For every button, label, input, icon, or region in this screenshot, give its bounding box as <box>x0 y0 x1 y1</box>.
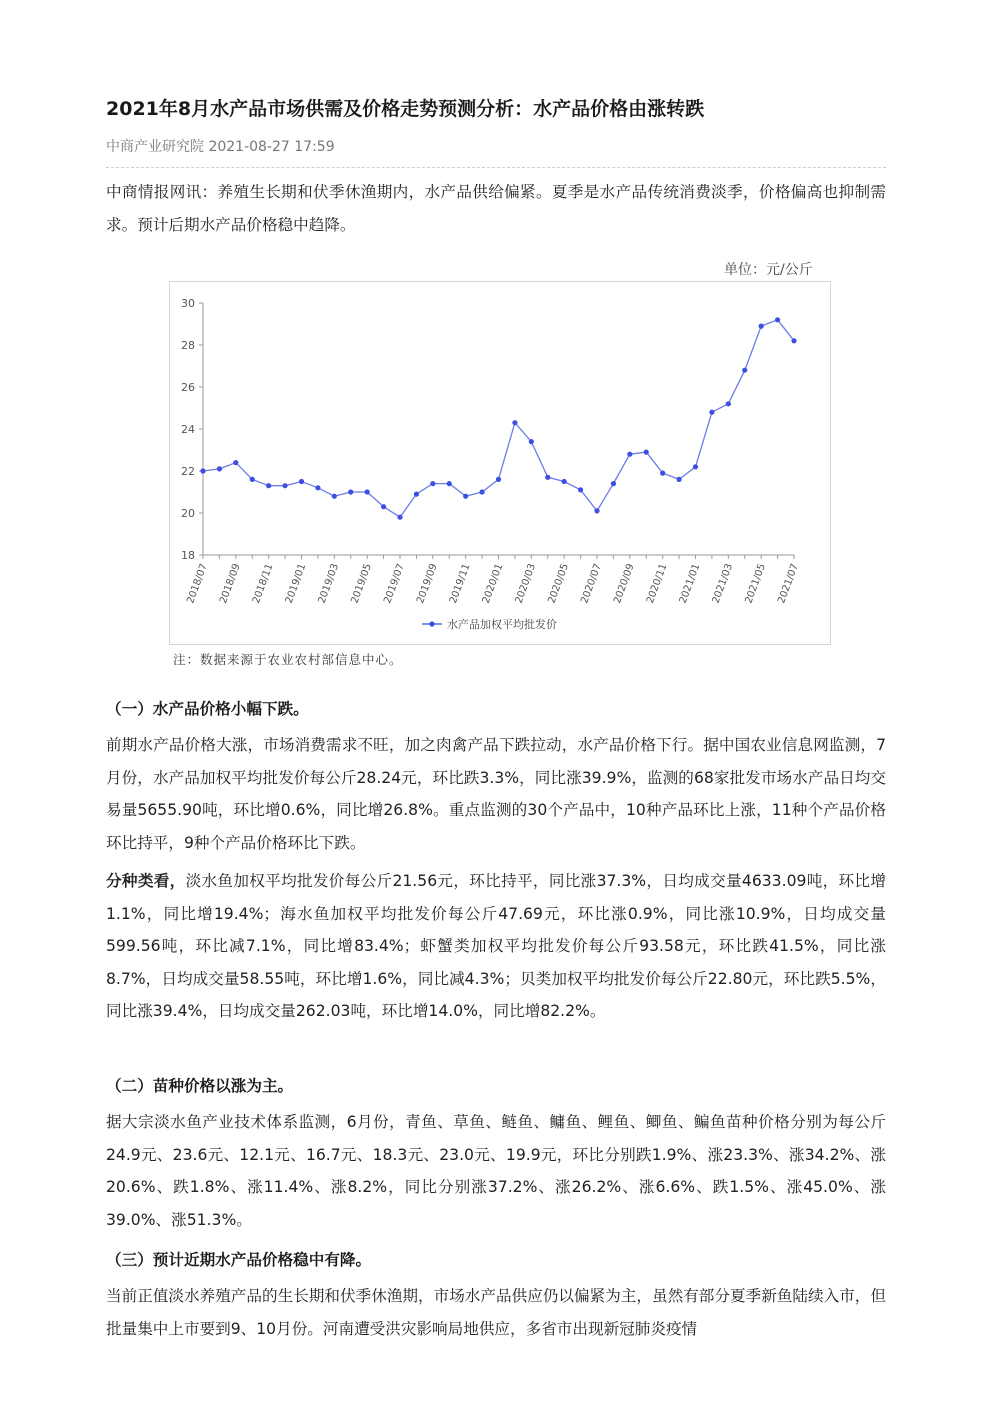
data-point <box>430 481 435 486</box>
data-point <box>562 479 567 484</box>
section1-heading: （一）水产品价格小幅下跌。 <box>106 700 309 718</box>
y-tick-label: 18 <box>181 549 195 562</box>
x-tick-label: 2019/03 <box>316 562 342 606</box>
y-tick-label: 22 <box>181 465 195 478</box>
data-point <box>742 368 747 373</box>
x-tick-label: 2021/03 <box>710 562 736 606</box>
data-point <box>217 466 222 471</box>
data-point <box>512 420 517 425</box>
price-chart <box>169 281 831 645</box>
data-point <box>397 515 402 520</box>
data-point <box>791 338 796 343</box>
x-tick-label: 2021/05 <box>743 562 768 606</box>
data-point <box>660 471 665 476</box>
data-point <box>529 439 534 444</box>
data-point <box>266 483 271 488</box>
data-point <box>200 468 205 473</box>
data-point <box>545 475 550 480</box>
x-tick-label: 2020/09 <box>612 562 637 606</box>
x-tick-label: 2019/01 <box>283 562 309 606</box>
section1-paragraph2-lead: 分种类看， <box>106 872 186 890</box>
section2-heading: （二）苗种价格以涨为主。 <box>106 1077 294 1095</box>
x-tick-label: 2021/01 <box>677 562 703 606</box>
data-point <box>726 401 731 406</box>
data-point <box>775 317 780 322</box>
section1-paragraph2 <box>106 865 886 1028</box>
x-tick-label: 2019/09 <box>415 562 440 606</box>
data-point <box>627 452 632 457</box>
y-tick-label: 28 <box>181 339 195 352</box>
price-chart-svg <box>170 282 830 644</box>
x-tick-label: 2019/05 <box>349 562 374 606</box>
data-point <box>594 508 599 513</box>
x-tick-label: 2020/05 <box>546 562 571 606</box>
data-point <box>348 489 353 494</box>
x-tick-label: 2019/11 <box>447 562 473 606</box>
data-point <box>414 492 419 497</box>
y-tick-label: 20 <box>181 507 195 520</box>
section3-paragraph1: 当前正值淡水养殖产品的生长期和伏季休渔期，市场水产品供应仍以偏紧为主，虽然有部分夏季新鱼陆续入市，但批量集中上市要到9、10月份。河南遭受洪灾影响局地供应，多省市出现新冠肺炎疫情 <box>106 1287 886 1338</box>
x-tick-label: 2019/07 <box>382 562 407 606</box>
data-point <box>709 410 714 415</box>
x-tick-label: 2020/11 <box>644 562 670 606</box>
meta-divider <box>106 167 886 168</box>
section1-paragraph2-body: 淡水鱼加权平均批发价每公斤21.56元，环比持平，同比涨37.3%，日均成交量4633.09吨，环比增1.1%，同比增19.4%；海水鱼加权平均批发价每公斤47.69元，环比涨0.9%，同比涨10.9%，日均成交量599.56吨，环比减7.1%，同比增83.4%；虾蟹类加权平均批发价每公斤93.58元，环比跌41.5%，同比涨8.7%，日均成交量58.55吨，环比增1.6%，同比减4.3%；贝类加权平均批发价每公斤22.80元，环比跌5.5%，同比涨39.4%，日均成交量262.03吨，环比增14.0%，同比增82.2%。 <box>106 872 886 1020</box>
x-tick-label: 2020/07 <box>579 562 604 606</box>
data-point <box>479 489 484 494</box>
legend-label: 水产品加权平均批发价 <box>447 618 557 631</box>
legend-marker <box>429 621 434 626</box>
article-meta <box>106 136 335 156</box>
y-tick-label: 30 <box>181 297 195 310</box>
data-point <box>578 487 583 492</box>
section1-paragraph1: 前期水产品价格大涨，市场消费需求不旺，加之肉禽产品下跌拉动，水产品价格下行。据中国农业信息网监测，7月份，水产品加权平均批发价每公斤28.24元，环比跌3.3%，同比涨39.9%，监测的68家批发市场水产品日均交易量5655.90吨，环比增0.6%，同比增26.8%。重点监测的30个产品中，10种产品环比上涨，11种个产品价格环比持平，9种个产品价格环比下跌。 <box>106 736 886 852</box>
data-point <box>759 324 764 329</box>
data-point <box>644 450 649 455</box>
data-point <box>365 489 370 494</box>
intro-paragraph: 中商情报网讯：养殖生长期和伏季休渔期内，水产品供给偏紧。夏季是水产品传统消费淡季，价格偏高也抑制需求。预计后期水产品价格稳中趋降。 <box>106 183 886 234</box>
chart-source-note: 注：数据来源于农业农村部信息中心。 <box>173 652 403 667</box>
data-point <box>233 460 238 465</box>
data-point <box>332 494 337 499</box>
data-point <box>693 464 698 469</box>
article-source[interactable]: 中商产业研究院 <box>106 139 204 155</box>
article-title: 2021年8月水产品市场供需及价格走势预测分析：水产品价格由涨转跌 <box>106 98 705 120</box>
x-tick-label: 2018/07 <box>185 562 210 606</box>
data-point <box>381 504 386 509</box>
data-point <box>496 477 501 482</box>
x-tick-label: 2020/01 <box>480 562 506 606</box>
x-tick-label: 2020/03 <box>513 562 539 606</box>
data-point <box>299 479 304 484</box>
data-point <box>447 481 452 486</box>
data-point <box>676 477 681 482</box>
chart-unit-label: 单位：元/公斤 <box>724 262 813 278</box>
section3-heading: （三）预计近期水产品价格稳中有降。 <box>106 1251 372 1269</box>
data-point <box>611 481 616 486</box>
y-tick-label: 26 <box>181 381 195 394</box>
data-point <box>315 485 320 490</box>
x-tick-label: 2021/07 <box>776 562 801 606</box>
x-tick-label: 2018/09 <box>218 562 243 606</box>
series-line <box>203 320 794 517</box>
section2-paragraph1: 据大宗淡水鱼产业技术体系监测，6月份，青鱼、草鱼、鲢鱼、鳙鱼、鲤鱼、鲫鱼、鳊鱼苗种价格分别为每公斤24.9元、23.6元、12.1元、16.7元、18.3元、23.0元、19.9元，环比分别跌1.9%、涨23.3%、涨34.2%、涨20.6%、跌1.8%、涨11.4%、涨8.2%，同比分别涨37.2%、涨26.2%、涨6.6%、跌1.5%、涨45.0%、涨39.0%、涨51.3%。 <box>106 1113 886 1229</box>
y-tick-label: 24 <box>181 423 195 436</box>
data-point <box>282 483 287 488</box>
data-point <box>250 477 255 482</box>
article-datetime: 2021-08-27 17:59 <box>208 139 335 155</box>
data-point <box>463 494 468 499</box>
x-tick-label: 2018/11 <box>250 562 276 606</box>
